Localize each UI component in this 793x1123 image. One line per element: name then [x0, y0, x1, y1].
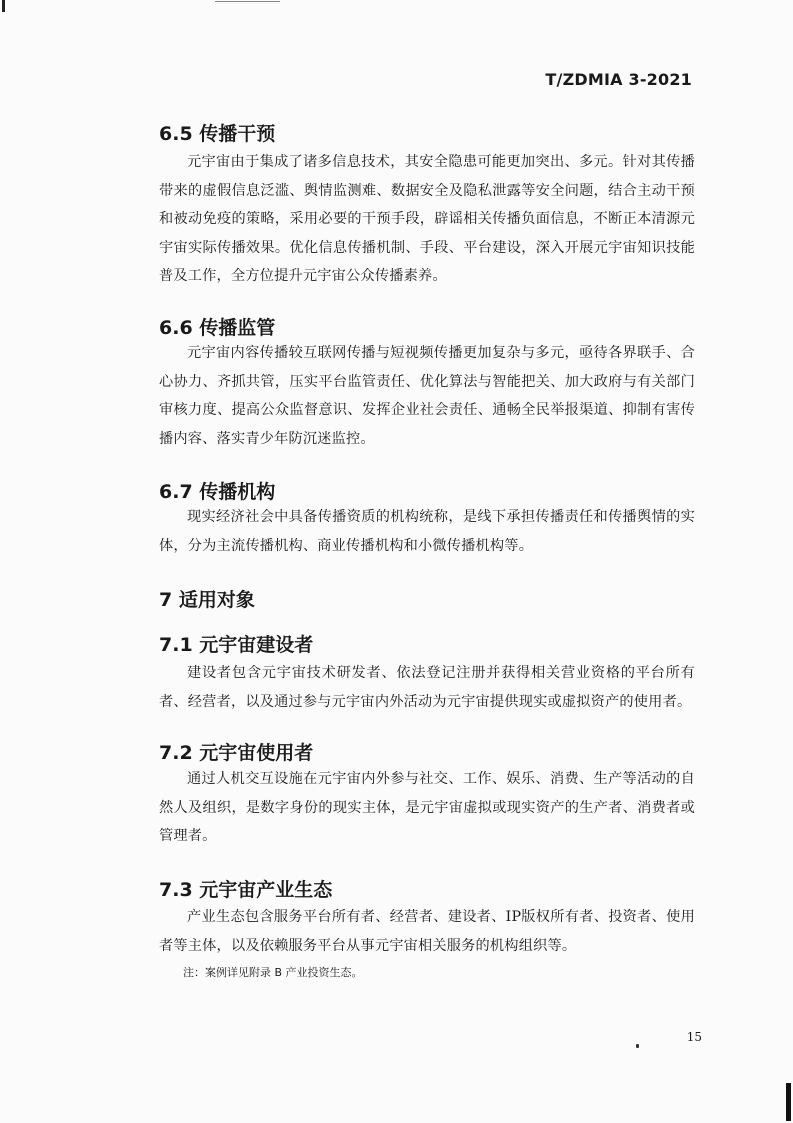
section-heading-6-7: 6.7 传播机构	[159, 481, 276, 503]
section-body-7-3: 产业生态包含服务平台所有者、经营者、建设者、IP版权所有者、投资者、使用者等主体，以及依赖服务平台从事元宇宙相关服务的机构组织等。	[159, 909, 695, 954]
section-body-6-7: 现实经济社会中具备传播资质的机构统称，是线下承担传播责任和传播舆情的实体，分为主流传播机构、商业传播机构和小微传播机构等。	[159, 509, 695, 554]
section-heading-7-2: 7.2 元宇宙使用者	[159, 742, 314, 764]
section-body-6-5: 元宇宙由于集成了诸多信息技术，其安全隐患可能更加突出、多元。针对其传播带来的虚假信息泛滥、舆情监测难、数据安全及隐私泄露等安全问题，结合主动干预和被动免疫的策略，采用必要的干预手段，辟谣相关传播负面信息，不断正本清源元宇宙实际传播效果。优化信息传播机制、手段、平台建设，深入开展元宇宙知识技能普及工作，全方位提升元宇宙公众传播素养。	[159, 154, 695, 284]
scan-artifact	[2, 0, 5, 12]
page-number: 15	[686, 1030, 702, 1044]
section-heading-7: 7 适用对象	[159, 589, 255, 611]
scan-artifact	[215, 1, 280, 2]
footnote: 注：案例详见附录 B 产业投资生态。	[183, 966, 363, 979]
section-body-6-6: 元宇宙内容传播较互联网传播与短视频传播更加复杂与多元，亟待各界联手、合心协力、齐抓共管，压实平台监管责任、优化算法与智能把关、加大政府与有关部门审核力度、提高公众监督意识、发挥企业社会责任、通畅全民举报渠道、抑制有害传播内容、落实青少年防沉迷监控。	[159, 345, 695, 447]
section-heading-6-6: 6.6 传播监管	[159, 317, 276, 339]
scan-artifact	[786, 1083, 791, 1121]
scan-artifact	[636, 1044, 639, 1048]
document-code: T/ZDMIA 3-2021	[545, 70, 692, 89]
section-heading-7-1: 7.1 元宇宙建设者	[159, 634, 314, 656]
section-heading-7-3: 7.3 元宇宙产业生态	[159, 879, 333, 901]
section-body-7-1: 建设者包含元宇宙技术研发者、依法登记注册并获得相关营业资格的平台所有者、经营者，以及通过参与元宇宙内外活动为元宇宙提供现实或虚拟资产的使用者。	[159, 665, 695, 710]
section-heading-6-5: 6.5 传播干预	[159, 123, 276, 145]
section-body-7-2: 通过人机交互设施在元宇宙内外参与社交、工作、娱乐、消费、生产等活动的自然人及组织，是数字身份的现实主体，是元宇宙虚拟或现实资产的生产者、消费者或管理者。	[159, 771, 695, 844]
